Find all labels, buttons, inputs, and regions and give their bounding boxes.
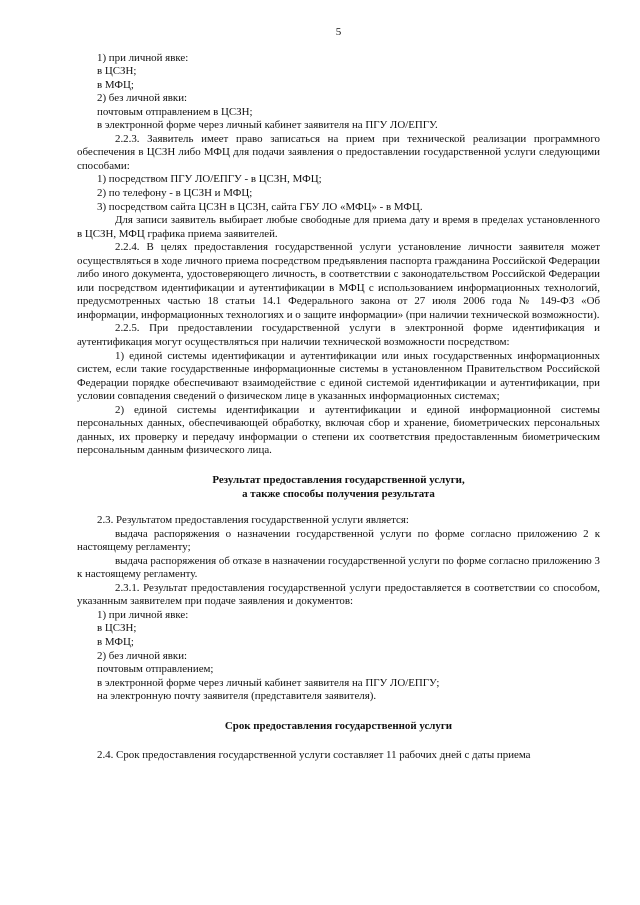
paragraph-record: Для записи заявитель выбирает любые свободные для приема дату и время в пределах установленного в ЦСЗН, МФЦ графика приема заявителей. (77, 214, 600, 240)
line-no-visit: 2) без личной явки: (97, 92, 188, 105)
line-post: почтовым отправлением в ЦСЗН; (97, 105, 253, 118)
paragraph-ebs: 2) единой системы идентификации и аутентификации и единой информационной системы персональных данных, обеспечивающей обработку, включая сбор и хранение, биометрических персональных данных, их проверку и передачу информации о степени их соответствия предоставленным биометрическим персональным данным физического лица. (77, 403, 600, 457)
paragraph-esia: 1) единой системы идентификации и аутентификации или иных государственных информационных систем, если такие государственные информационные системы в установленном Правительством Российской Федерации порядке обеспечивают взаимодействие с единой системой идентификации и аутентификации, при условии совпадения сведений о физическом лице в указанных информационных системах; (77, 349, 600, 403)
paragraph-2-4: 2.4. Срок предоставления государственной услуги составляет 11 рабочих дней с даты приема (97, 749, 531, 762)
paragraph-2-3: 2.3. Результатом предоставления государственной услуги является: (97, 514, 409, 527)
line-electronic: в электронной форме через личный кабинет заявителя на ПГУ ЛО/ЕПГУ. (97, 119, 438, 132)
heading-term: Срок предоставления государственной услуги (224, 719, 453, 732)
paragraph-2-2-5: 2.2.5. При предоставлении государственной услуги в электронной форме идентификация и аутентификация могут осуществляться при наличии технической возможности посредством: (77, 322, 600, 349)
result-line-post: почтовым отправлением; (97, 663, 214, 676)
paragraph-2-3-1: 2.3.1. Результат предоставления государственной услуги предоставляется в соответствии со способом, указанным заявителем при подаче заявления и документов: (77, 581, 600, 608)
paragraph-issue: выдача распоряжения о назначении государственной услуги по форме согласно приложению 2 к настоящему регламенту; (77, 527, 600, 554)
result-line-electronic: в электронной форме через личный кабинет заявителя на ПГУ ЛО/ЕПГУ; (97, 676, 440, 689)
paragraph-refuse: выдача распоряжения об отказе в назначении государственной услуги по форме согласно приложению 3 к настоящему регламенту. (77, 554, 600, 581)
paragraph-2-2-3: 2.2.3. Заявитель имеет право записаться на прием при технической реализации программного обеспечения в ЦСЗН либо МФЦ для подачи заявления о предоставлении государственной услуги следующими способами: (77, 132, 600, 172)
result-line-personal-visit: 1) при личной явке: (97, 608, 189, 621)
page-number: 5 (335, 26, 342, 38)
result-line-email: на электронную почту заявителя (представителя заявителя). (97, 690, 377, 703)
line-cszn: в ЦСЗН; (97, 65, 137, 78)
paragraph-2-2-4: 2.2.4. В целях предоставления государственной услуги установление личности заявителя может осуществляться в ходе личного приема посредством предъявления паспорта гражданина Российской Федерации либо иного документа, удостоверяющего личность, в соответствии с законодательством Российской Федерации или посредством идентификации и аутентификации в МФЦ с использованием информационных технологий, предусмотренных частью 18 статьи 14.1 Федерального закона от 27 июля 2006 года № 149-ФЗ «Об информации, информационных технологиях и о защите информации» (при наличии технической возможности). (77, 241, 600, 321)
way-site: 3) посредством сайта ЦСЗН в ЦСЗН, сайта ГБУ ЛО «МФЦ» - в МФЦ. (97, 200, 423, 213)
way-portal: 1) посредством ПГУ ЛО/ЕПГУ - в ЦСЗН, МФЦ; (97, 173, 322, 186)
line-personal-visit: 1) при личной явке: (97, 51, 189, 64)
result-line-mfc: в МФЦ; (97, 635, 134, 648)
heading-result-line1: Результат предоставления государственной услуги, (212, 473, 465, 486)
line-mfc: в МФЦ; (97, 78, 134, 91)
heading-result-line2: а также способы получения результата (242, 487, 435, 500)
way-phone: 2) по телефону - в ЦСЗН и МФЦ; (97, 187, 253, 200)
result-line-no-visit: 2) без личной явки: (97, 649, 188, 662)
result-line-cszn: в ЦСЗН; (97, 622, 137, 635)
